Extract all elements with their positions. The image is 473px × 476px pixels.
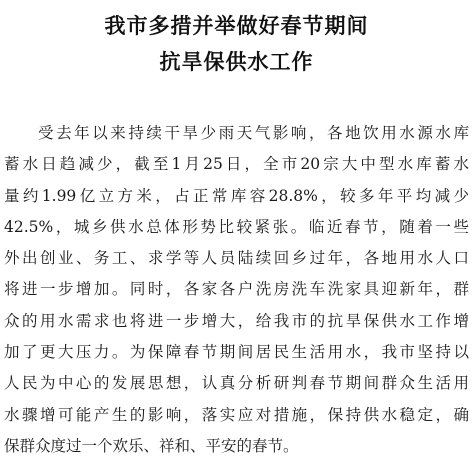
body-line-10: 水骤增可能产生的影响，落实应对措施，保持供水稳定，确 xyxy=(4,405,469,424)
body-line-11: 保群众度过一个欢乐、祥和、平安的春节。 xyxy=(4,436,299,455)
body-line-4: 42.5%，城乡供水总体形势比较紧张。临近春节，随着一些 xyxy=(4,217,469,236)
body-line-3: 量约1.99亿立方米，占正常库容28.8%，较多年平均减少 xyxy=(4,186,469,205)
body-line-7: 众的用水需求也将进一步增大，给我市的抗旱保供水工作增 xyxy=(4,311,469,330)
article-body xyxy=(4,118,469,462)
body-line-9: 人民为中心的发展思想，认真分析研判春节期间群众生活用 xyxy=(4,374,469,393)
article-title-line-1: 我市多措并举做好春节期间 xyxy=(104,14,369,38)
body-line-1: 受去年以来持续干旱少雨天气影响，各地饮用水源水库 xyxy=(38,124,469,142)
article-title-line-2: 抗旱保供水工作 xyxy=(159,50,314,74)
body-line-8: 加了更大压力。为保障春节期间居民生活用水，我市坚持以 xyxy=(4,343,469,362)
body-line-5: 外出创业、务工、求学等人员陆续回乡过年，各地用水人口 xyxy=(4,249,469,268)
body-line-2: 蓄水日趋减少，截至1月25日，全市20宗大中型水库蓄水 xyxy=(4,155,469,174)
body-line-6: 将进一步增加。同时，各家各户洗房洗车洗家具迎新年，群 xyxy=(4,280,469,299)
